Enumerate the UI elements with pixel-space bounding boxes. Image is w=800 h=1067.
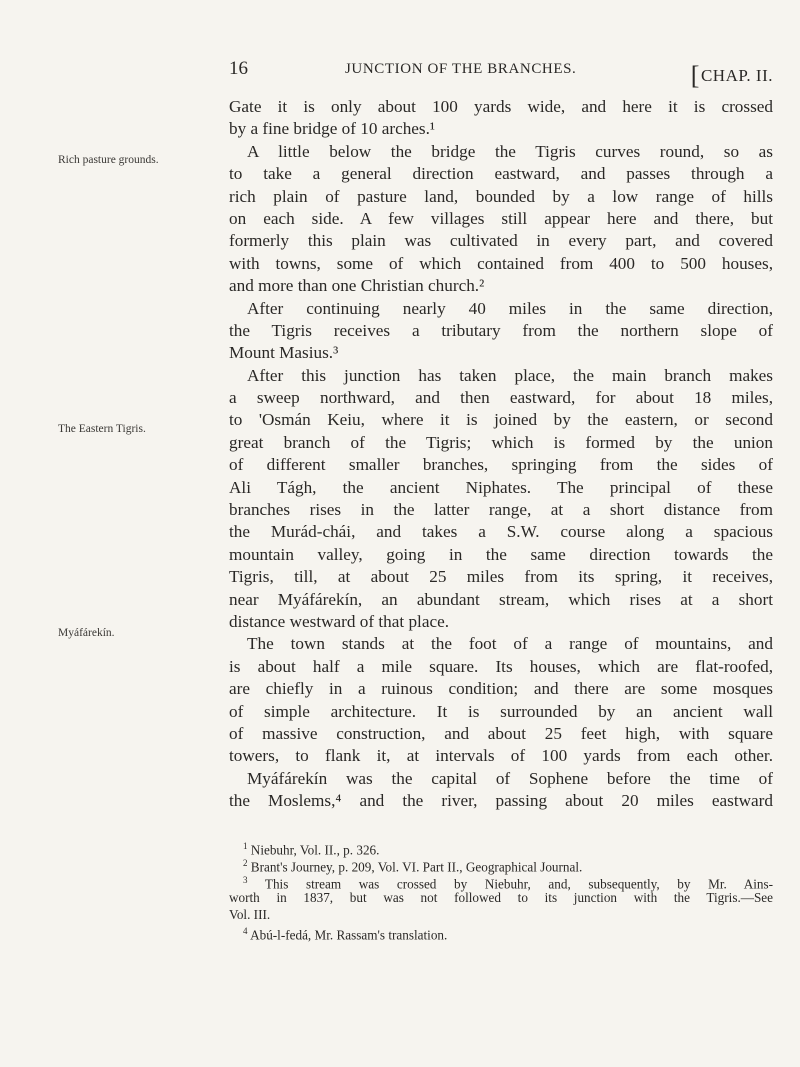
text-line: The town stands at the foot of a range of mountains, and — [247, 634, 773, 654]
footnote-mark: 4 — [243, 926, 248, 936]
text-line: on each side. A few villages still appear here and there, but — [229, 208, 773, 228]
footnote-1 — [229, 838, 773, 858]
footnote-mark: 1 — [243, 841, 248, 851]
text-line: of massive construction, and about 25 feet high, with square — [229, 723, 773, 743]
marginal-note-rich-pasture: Rich pasture grounds. — [58, 154, 159, 166]
body-text — [229, 96, 773, 813]
text-line: branches rises in the latter range, at a short distance from — [229, 500, 773, 520]
text-line: near Myáfárekín, an abundant stream, which rises at a short — [229, 589, 773, 609]
text-line: with towns, some of which contained from 400 to 500 houses, — [229, 253, 773, 273]
chapter-label: CHAP. II. — [700, 66, 773, 85]
page-number: 16 — [229, 58, 248, 79]
text-line: great branch of the Tigris; which is formed by the union — [229, 432, 773, 452]
marginal-note-eastern-tigris: The Eastern Tigris. — [58, 423, 146, 435]
footnote-3 — [229, 872, 773, 892]
page-header — [229, 58, 773, 88]
text-line: Tigris, till, at about 25 miles from its spring, it receives, — [229, 567, 773, 587]
text-line: Myáfárekín was the capital of Sophene before the time of — [247, 768, 773, 788]
running-title: JUNCTION OF THE BRANCHES. — [345, 61, 577, 77]
text-line: are chiefly in a ruinous condition; and there are some mosques — [229, 679, 773, 699]
text-line: distance westward of that place. — [229, 611, 450, 631]
text-line: formerly this plain was cultivated in every part, and covered — [229, 231, 773, 251]
text-line: Gate it is only about 100 yards wide, and here it is crossed — [229, 97, 773, 116]
footnote-text: Niebuhr, Vol. II., p. 326. — [250, 842, 380, 858]
footnotes — [229, 838, 773, 943]
text-line: rich plain of pasture land, bounded by a low range of hills — [229, 186, 773, 206]
marginal-note-myafarekin: Myáfárekín. — [58, 627, 115, 639]
text-line: a sweep northward, and then eastward, for about 18 miles, — [229, 388, 773, 408]
chapter-reference — [691, 58, 773, 88]
text-line: the Tigris receives a tributary from the northern slope of — [229, 320, 773, 340]
text-line: After continuing nearly 40 miles in the same direction, — [247, 298, 773, 318]
footnote-2 — [229, 855, 773, 875]
text-line: by a fine bridge of 10 arches.¹ — [229, 119, 436, 139]
footnote-mark: 3 — [243, 875, 248, 885]
text-line: of simple architecture. It is surrounded by an ancient wall — [229, 701, 773, 721]
footnote-mark: 2 — [243, 858, 248, 868]
footnote-text: Abú-l-fedá, Mr. Rassam's translation. — [250, 927, 448, 943]
footnote-text: This stream was crossed by Niebuhr, and, subsequently, by Mr. Ains- — [264, 876, 773, 892]
text-line: and more than one Christian church.² — [229, 276, 485, 296]
text-line: is about half a mile square. Its houses, which are flat-roofed, — [229, 656, 773, 676]
footnote-4 — [229, 923, 773, 943]
text-line: Ali Tágh, the ancient Niphates. The principal of these — [229, 477, 773, 497]
footnote-3-continued: worth in 1837, but was not followed to its junction with the Tigris.—See — [229, 890, 773, 905]
text-line: mountain valley, going in the same direction towards the — [229, 544, 773, 564]
footnote-text: Brant's Journey, p. 209, Vol. VI. Part II., Geographical Journal. — [250, 859, 583, 875]
chapter-bracket: [ — [690, 61, 700, 90]
text-line: After this junction has taken place, the main branch makes — [247, 365, 773, 385]
text-line: to take a general direction eastward, and passes through a — [229, 164, 773, 184]
text-line: Mount Masius.³ — [229, 343, 339, 363]
footnote-3-continued: Vol. III. — [229, 907, 271, 922]
text-line: the Moslems,⁴ and the river, passing about 20 miles eastward — [229, 791, 773, 811]
text-line: A little below the bridge the Tigris curves round, so as — [247, 141, 773, 161]
text-line: to 'Osmán Keiu, where it is joined by the eastern, or second — [229, 410, 773, 430]
text-line: the Murád-chái, and takes a S.W. course along a spacious — [229, 522, 773, 542]
text-line: towers, to flank it, at intervals of 100 yards from each other. — [229, 746, 773, 766]
text-line: of different smaller branches, springing from the sides of — [229, 455, 773, 475]
